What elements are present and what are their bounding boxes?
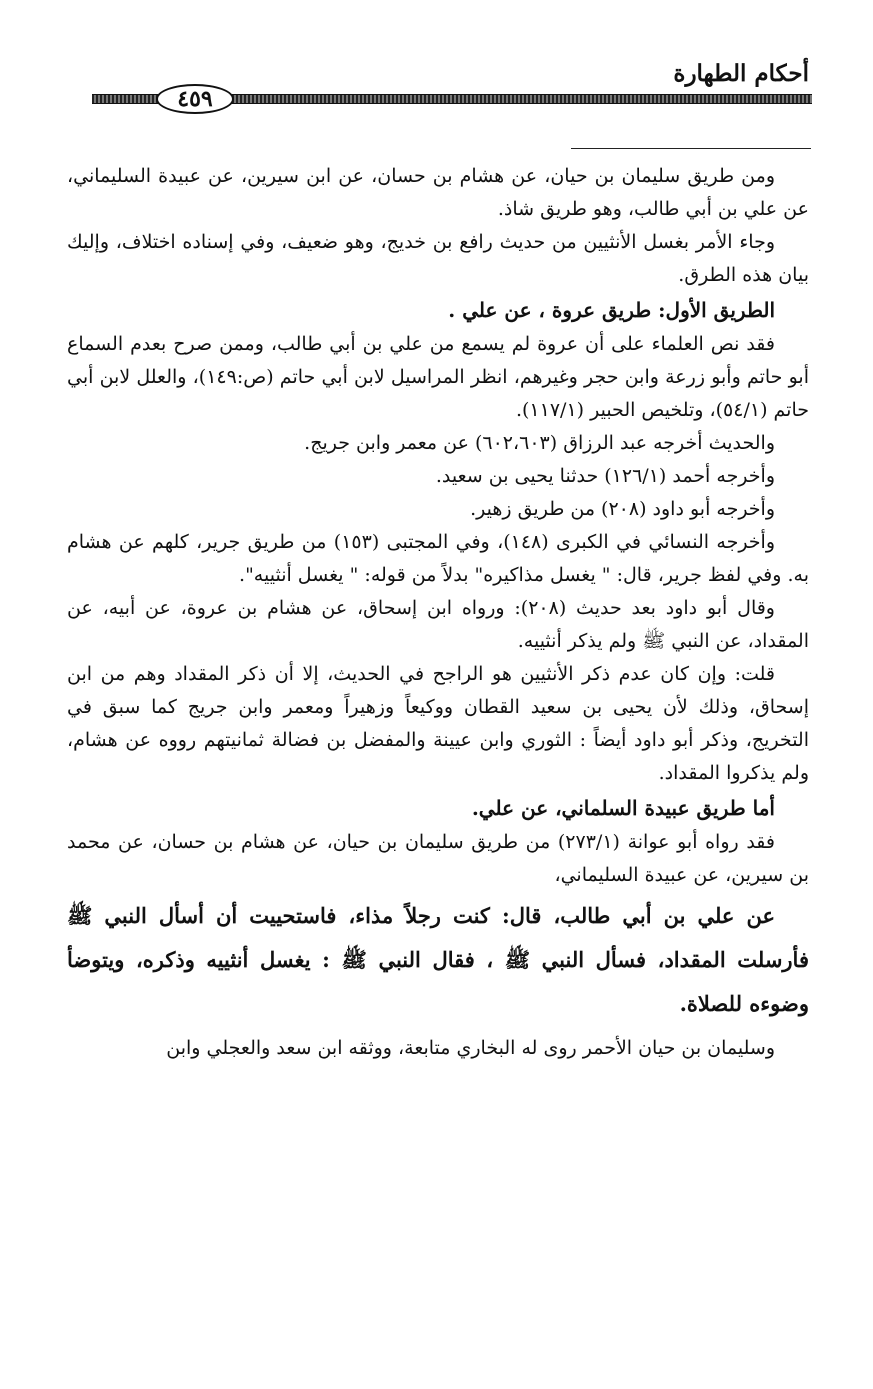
hadith-text: عن علي بن أبي طالب، قال: كنت رجلاً مذاء، فاستحييت أن أسأل النبي ﷺ فأرسلت المقداد، فسأل النبي ﷺ ، فقال النبي ﷺ : يغسل أنثييه وذكره، ويتوضأ وضوءه للصلاة. [67,903,809,1016]
paragraph-abdulrazzaq: والحديث أخرجه عبد الرزاق (٦٠٢،٦٠٣) عن معمر وابن جريج. [304,432,775,454]
paragraph-urwa-not-heard: فقد نص العلماء على أن عروة لم يسمع من علي بن أبي طالب، وممن صرح بعدم السماع أبو حاتم وأبو زرعة وابن حجر وغيرهم، انظر المراسيل لابن أبي حاتم (ص:١٤٩)، والعلل لابن أبي حاتم (٥٤/١)، وتلخيص الحبير (١١٧/١). [67,333,809,421]
running-header-title: أحكام الطهارة [673,60,809,87]
footnote-separator [571,148,811,149]
paragraph-abudawud: وأخرجه أبو داود (٢٠٨) من طريق زهير. [470,498,775,520]
paragraph-nasai: وأخرجه النسائي في الكبرى (١٤٨)، وفي المجتبى (١٥٣) من طريق جرير، كلهم عن هشام به. وفي لفظ جرير، قال: " يغسل مذاكيره" بدلاً من قوله: " يغسل أنثييه". [67,531,809,586]
paragraph-rafi-hadith: وجاء الأمر بغسل الأنثيين من حديث رافع بن خديج، وهو ضعيف، وفي إسناده اختلاف، وإليك بيان هذه الطرق. [67,231,809,286]
paragraph-sulayman-ahmar: وسليمان بن حيان الأحمر روى له البخاري متابعة، ووثقه ابن سعد والعجلي وابن [166,1037,775,1059]
paragraph-abu-awana: فقد رواه أبو عوانة (٢٧٣/١) من طريق سليمان بن حيان، عن هشام بن حسان، عن محمد بن سيرين، عن عبيدة السليماني، [67,831,809,886]
heading-first-route: الطريق الأول: طريق عروة ، عن علي . [448,298,775,322]
paragraph-sulayman-route: ومن طريق سليمان بن حيان، عن هشام بن حسان، عن ابن سيرين، عن عبيدة السليماني، عن علي بن أبي طالب، وهو طريق شاذ. [67,165,809,220]
paragraph-abudawud-comment: وقال أبو داود بعد حديث (٢٠٨): ورواه ابن إسحاق، عن هشام بن عروة، عن أبيه، عن المقداد، عن النبي ﷺ ولم يذكر أنثييه. [67,597,809,652]
paragraph-ahmad: وأخرجه أحمد (١٢٦/١) حدثنا يحيى بن سعيد. [435,465,775,487]
paragraph-author-note: قلت: وإن كان عدم ذكر الأنثيين هو الراجح في الحديث، إلا أن ذكر المقداد وهم من ابن إسحاق، وذلك لأن يحيى بن سعيد القطان ووكيعاً وزهيراً ومعمر وابن جريج كما سبق في التخريج، وذكر أبو داود أيضاً : الثوري وابن عيينة والمفضل بن فضالة ثمانيتهم رووه عن هشام، ولم يذكروا المقداد. [67,663,809,784]
page-body [67,160,809,1065]
heading-ubayda-route: أما طريق عبيدة السلماني، عن علي. [471,796,775,820]
page-number: ٤٥٩ [156,84,234,114]
